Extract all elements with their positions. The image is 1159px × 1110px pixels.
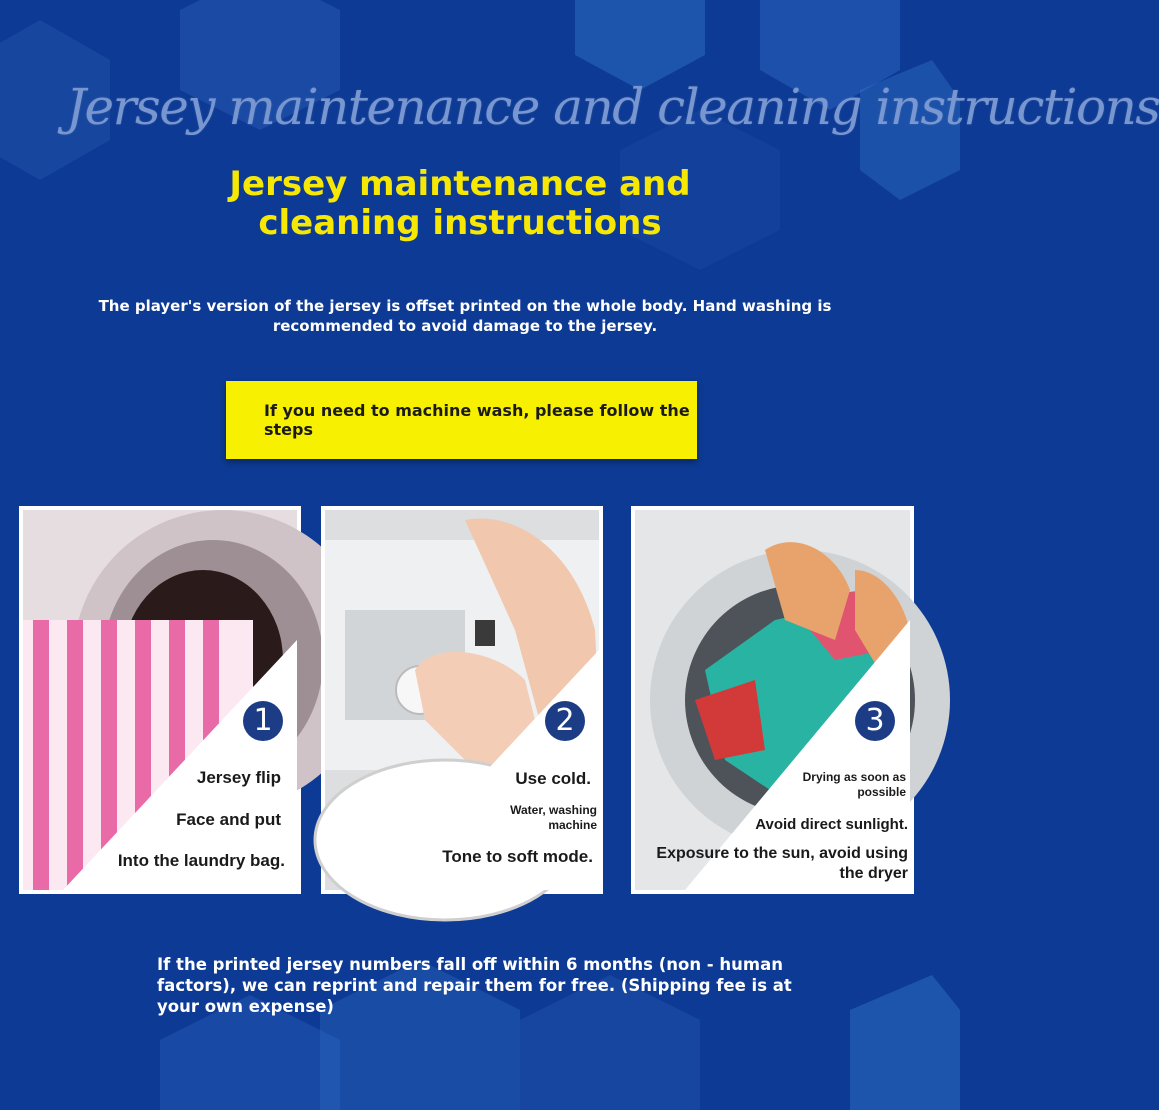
intro-text: The player's version of the jersey is offset printed on the whole body. Hand washing is recommended to avoid damage to the jersey. (98, 297, 832, 335)
page-title: Jersey maintenance and cleaning instructions (229, 164, 691, 243)
step-number-3: 3 (855, 701, 895, 741)
step-2-line-2: Water, washing machine (510, 803, 597, 832)
washing-machine-dial-photo (325, 510, 599, 890)
step-3-line-1: Drying as soon as possible (802, 770, 906, 799)
decorative-script-title: Jersey maintenance and cleaning instructions (66, 78, 1159, 136)
step-card-1 (19, 506, 301, 894)
step-card-2 (321, 506, 603, 894)
clothes-in-drum-photo (635, 510, 910, 890)
step-1-line-3: Into the laundry bag. (117, 851, 285, 870)
step-3-line-3: Exposure to the sun, avoid using the dryer (656, 845, 908, 882)
laundry-drum-photo (23, 510, 297, 890)
step-1-line-1: Jersey flip (196, 768, 281, 787)
step-number-2: 2 (545, 701, 585, 741)
machine-wash-banner (226, 381, 697, 459)
step-number-1: 1 (243, 701, 283, 741)
step-1-line-2: Face and put (176, 810, 281, 829)
step-2-line-1: Use cold. (515, 769, 591, 788)
step-card-3 (631, 506, 914, 894)
step-2-line-3: Tone to soft mode. (442, 847, 593, 866)
repair-guarantee-text: If the printed jersey numbers fall off within 6 months (non - human factors), we can reprint and repair them for free. (Shipping fee is at your own expense) (157, 955, 792, 1016)
step-3-line-2: Avoid direct sunlight. (755, 816, 908, 833)
machine-wash-banner-text: If you need to machine wash, please follow the steps (264, 401, 690, 439)
